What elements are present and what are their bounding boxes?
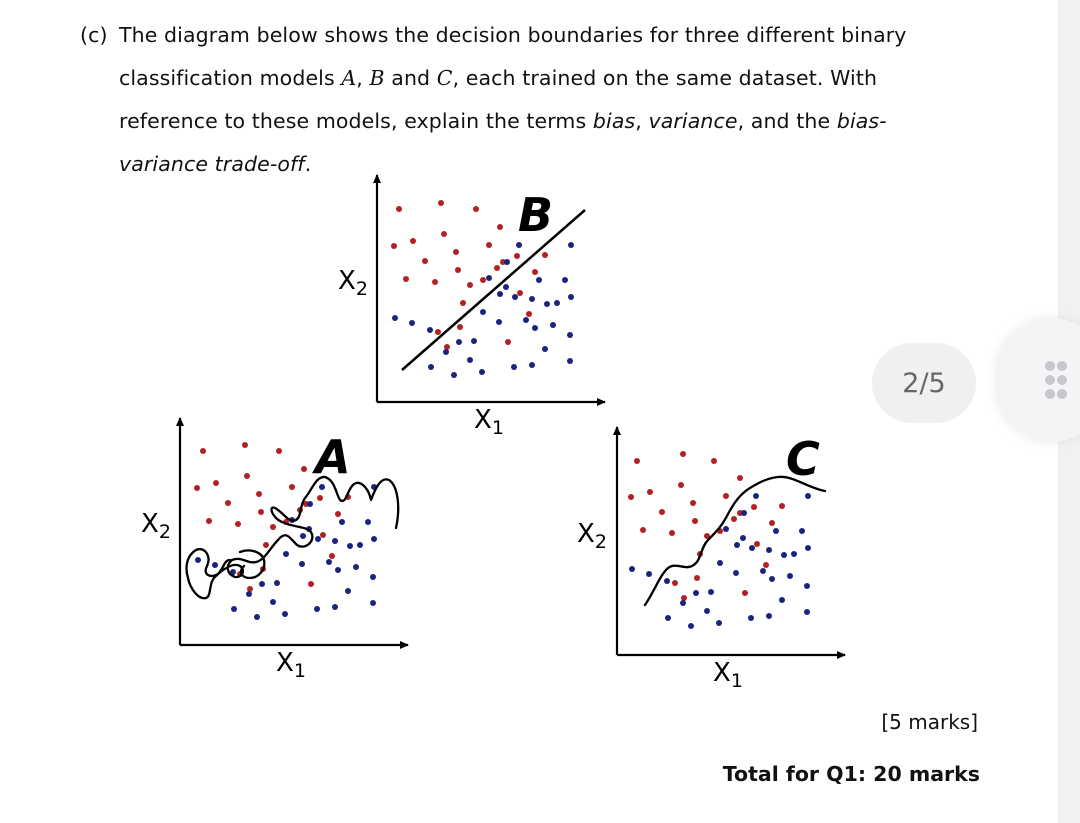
plot-c-red-point — [742, 590, 748, 596]
plot-a-blue-point — [371, 536, 377, 542]
plot-a-blue-point — [212, 562, 218, 568]
plot-c-red-point — [751, 504, 757, 510]
plot-b-blue-point — [532, 325, 538, 331]
plot-c-blue-point — [693, 590, 699, 596]
more-dots-icon — [1040, 360, 1080, 404]
plot-a-red-point — [289, 484, 295, 490]
plot-b-blue-point — [503, 284, 509, 290]
plot-a-blue-point — [299, 561, 305, 567]
plot-b-red-point — [403, 276, 409, 282]
plot-b-blue-point — [409, 320, 415, 326]
plot-a-red-point — [244, 473, 250, 479]
plot-a-blue-point — [339, 519, 345, 525]
plot-b-blue-point — [554, 300, 560, 306]
plot-c-blue-point — [664, 578, 670, 584]
plot-c-blue-point — [799, 528, 805, 534]
plot-b-red-point — [526, 311, 532, 317]
plot-c-red-point — [628, 494, 634, 500]
term-tradeoff-start: bias- — [836, 109, 887, 133]
term-variance: variance — [648, 109, 738, 133]
plot-a-red-point — [317, 495, 323, 501]
plot-b-blue-point — [567, 358, 573, 364]
plot-b-red-point — [505, 339, 511, 345]
plot-b-blue-point — [496, 319, 502, 325]
plot-a-red-point — [276, 448, 282, 454]
plot-c-red-point — [647, 489, 653, 495]
plot-a-red-point — [263, 542, 269, 548]
plot-b-red-point — [453, 249, 459, 255]
plot-b-model-label: B — [518, 188, 554, 242]
plot-b-blue-point — [544, 301, 550, 307]
plot-a-blue-point — [370, 600, 376, 606]
plot-c-model-label: C — [786, 432, 820, 486]
plot-c-blue-point — [766, 613, 772, 619]
plot-b-red-point — [435, 329, 441, 335]
plot-a-red-point — [194, 485, 200, 491]
plot-c-red-point — [634, 458, 640, 464]
plot-b-blue-point — [428, 364, 434, 370]
plot-b-blue-point — [512, 294, 518, 300]
plot-c-blue-point — [753, 493, 759, 499]
plot-c-red-point — [711, 458, 717, 464]
plot-c-red-point — [672, 580, 678, 586]
plot-c-red-point — [731, 516, 737, 522]
question-line-3: reference to these models, explain the terms bias, variance, and the bias- — [119, 109, 887, 133]
plot-a-blue-point — [314, 606, 320, 612]
plot-c-red-point — [737, 475, 743, 481]
plot-c-red-point — [769, 520, 775, 526]
plot-a-blue-point — [283, 551, 289, 557]
plot-b-blue-point — [479, 369, 485, 375]
plot-b-blue-point — [480, 309, 486, 315]
plot-a — [141, 418, 408, 682]
plot-a-irregular-boundary-loop — [240, 550, 264, 578]
marks-allocation: [5 marks] — [881, 710, 978, 734]
plot-b-blue-point — [427, 327, 433, 333]
plot-c-red-point — [690, 500, 696, 506]
plot-b-red-point — [532, 269, 538, 275]
plot-c-blue-point — [688, 623, 694, 629]
plot-a-irregular-boundary — [187, 477, 399, 598]
plot-b-blue-point — [568, 294, 574, 300]
plot-c-blue-point — [733, 570, 739, 576]
plot-c-red-point — [680, 451, 686, 457]
plot-b-blue-point — [529, 362, 535, 368]
plot-b-blue-point — [523, 317, 529, 323]
plot-b-red-point — [467, 282, 473, 288]
plot-b-red-point — [517, 290, 523, 296]
plot-a-blue-point — [307, 501, 313, 507]
plot-b-red-point — [497, 224, 503, 230]
plot-c-smooth-boundary — [645, 477, 825, 605]
plot-c-blue-point — [716, 620, 722, 626]
plot-c-blue-point — [766, 547, 772, 553]
plot-b-blue-point — [497, 291, 503, 297]
plot-b-blue-point — [467, 357, 473, 363]
total-marks: Total for Q1: 20 marks — [722, 762, 980, 786]
plot-b-red-point — [455, 267, 461, 273]
plot-c-blue-point — [805, 493, 811, 499]
plot-b — [338, 175, 605, 439]
plot-a-red-point — [200, 448, 206, 454]
plot-a-blue-point — [270, 599, 276, 605]
plot-c-red-point — [659, 509, 665, 515]
plot-b-blue-point — [504, 259, 510, 265]
plot-c-blue-point — [723, 526, 729, 532]
plot-c-blue-point — [740, 535, 746, 541]
plot-b-red-point — [391, 243, 397, 249]
plot-b-blue-point — [443, 349, 449, 355]
plot-b-red-point — [438, 200, 444, 206]
plot-b-red-point — [514, 253, 520, 259]
plot-c-blue-point — [665, 615, 671, 621]
plot-b-blue-point — [511, 364, 517, 370]
model-c-ref: C — [436, 66, 453, 90]
plot-c-blue-point — [680, 600, 686, 606]
page-indicator[interactable] — [872, 343, 976, 423]
plot-b-red-point — [422, 258, 428, 264]
plot-a-blue-point — [332, 604, 338, 610]
plot-c-red-point — [669, 530, 675, 536]
plot-b-red-point — [473, 206, 479, 212]
plot-a-red-point — [308, 581, 314, 587]
plot-c-blue-point — [741, 510, 747, 516]
plot-b-blue-point — [451, 372, 457, 378]
plot-a-red-point — [258, 509, 264, 515]
plot-c-blue-point — [804, 583, 810, 589]
question-line-4: variance trade-off. — [119, 152, 312, 176]
plot-a-red-point — [301, 466, 307, 472]
plot-a-blue-point — [282, 611, 288, 617]
plot-c-blue-point — [779, 597, 785, 603]
plot-a-blue-point — [345, 588, 351, 594]
term-tradeoff: variance trade-off — [119, 152, 305, 176]
plot-c-blue-point — [749, 545, 755, 551]
question-label: (c) — [80, 23, 108, 47]
plot-a-blue-point — [353, 564, 359, 570]
plot-a-red-point — [335, 511, 341, 517]
plot-b-blue-point — [529, 296, 535, 302]
plot-a-blue-point — [259, 581, 265, 587]
plot-a-blue-point — [365, 519, 371, 525]
plot-c-red-point — [723, 493, 729, 499]
plot-a-red-point — [235, 521, 241, 527]
plot-a-blue-point — [347, 543, 353, 549]
page-indicator-text: 2/5 — [902, 367, 946, 399]
plot-c-blue-point — [769, 576, 775, 582]
plot-b-red-point — [494, 265, 500, 271]
plot-c-red-point — [678, 482, 684, 488]
plot-a-red-point — [247, 586, 253, 592]
plot-a-red-point — [225, 500, 231, 506]
plot-c-blue-point — [748, 615, 754, 621]
plot-c — [577, 427, 845, 692]
plot-b-linear-boundary — [402, 210, 585, 370]
plot-c-blue-point — [717, 560, 723, 566]
plot-c-blue-point — [773, 528, 779, 534]
plot-a-blue-point — [254, 614, 260, 620]
plot-c-red-point — [681, 595, 687, 601]
plot-a-blue-point — [319, 484, 325, 490]
plot-b-blue-point — [486, 275, 492, 281]
plot-a-blue-point — [332, 538, 338, 544]
plot-b-blue-point — [568, 242, 574, 248]
plot-c-x2-label: $X_2$ — [577, 519, 607, 553]
plot-b-blue-point — [471, 338, 477, 344]
plot-a-x1-label: $X_1$ — [276, 648, 306, 682]
plot-b-red-point — [486, 242, 492, 248]
plot-c-red-point — [763, 562, 769, 568]
plot-c-blue-point — [734, 542, 740, 548]
plot-b-red-point — [457, 324, 463, 330]
plot-c-blue-point — [760, 568, 766, 574]
plot-b-blue-point — [392, 315, 398, 321]
plot-a-blue-point — [315, 536, 321, 542]
plot-c-blue-point — [804, 609, 810, 615]
plot-b-red-point — [480, 277, 486, 283]
plot-c-blue-point — [704, 608, 710, 614]
plot-a-red-point — [329, 553, 335, 559]
plot-c-red-point — [754, 541, 760, 547]
plot-b-blue-point — [550, 322, 556, 328]
plot-c-blue-point — [708, 589, 714, 595]
plot-c-blue-point — [629, 566, 635, 572]
plot-a-blue-point — [195, 557, 201, 563]
plot-a-blue-point — [300, 533, 306, 539]
term-bias: bias — [592, 109, 636, 133]
plot-c-x1-label: $X_1$ — [713, 658, 743, 692]
question-line-1: (c) The diagram below shows the decision boundaries for three different binary — [80, 14, 880, 57]
plot-a-red-point — [213, 480, 219, 486]
plot-a-red-point — [242, 442, 248, 448]
plot-a-blue-point — [326, 559, 332, 565]
plot-a-model-label: A — [315, 430, 351, 484]
plot-a-x2-label: $X_2$ — [141, 509, 171, 543]
plot-b-red-point — [441, 231, 447, 237]
model-a-ref: A — [341, 66, 357, 90]
question-line-2: classification models A, B and C, each trained on the same dataset. With — [119, 66, 878, 90]
plot-b-red-point — [444, 344, 450, 350]
plot-b-red-point — [460, 300, 466, 306]
plot-b-red-point — [396, 206, 402, 212]
plot-c-red-point — [692, 518, 698, 524]
plot-b-blue-point — [456, 339, 462, 345]
plot-b-red-point — [542, 252, 548, 258]
plot-a-blue-point — [231, 606, 237, 612]
plot-c-blue-point — [791, 551, 797, 557]
plot-c-red-point — [694, 575, 700, 581]
plot-b-blue-point — [536, 277, 542, 283]
plot-a-blue-point — [274, 580, 280, 586]
plot-a-red-point — [320, 532, 326, 538]
model-b-ref: B — [369, 66, 385, 90]
plot-b-red-point — [432, 279, 438, 285]
plot-c-blue-point — [787, 573, 793, 579]
plot-b-blue-point — [542, 346, 548, 352]
plot-c-blue-point — [781, 552, 787, 558]
plot-b-blue-point — [567, 332, 573, 338]
plot-c-blue-point — [805, 545, 811, 551]
plot-c-red-point — [779, 503, 785, 509]
plot-c-red-point — [640, 527, 646, 533]
plot-a-blue-point — [370, 574, 376, 580]
plot-a-red-point — [270, 524, 276, 530]
plot-a-blue-point — [335, 567, 341, 573]
plot-b-blue-point — [516, 242, 522, 248]
plot-b-x1-label: $X_1$ — [474, 405, 504, 439]
plot-a-blue-point — [246, 591, 252, 597]
plot-a-blue-point — [357, 542, 363, 548]
plot-c-blue-point — [646, 571, 652, 577]
plot-a-red-point — [206, 518, 212, 524]
plot-a-red-point — [256, 491, 262, 497]
plot-b-x2-label: $X_2$ — [338, 266, 368, 300]
plot-b-blue-point — [562, 277, 568, 283]
plot-b-red-point — [410, 238, 416, 244]
